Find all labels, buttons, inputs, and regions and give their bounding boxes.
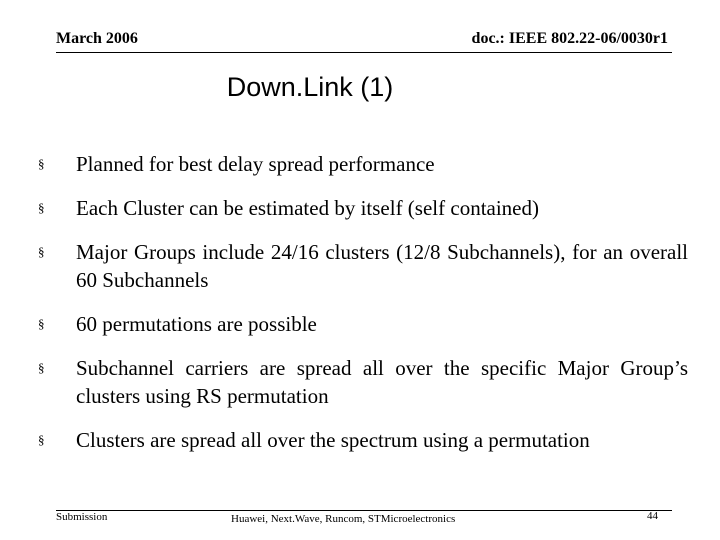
bullet-icon: § xyxy=(38,244,45,259)
header-date: March 2006 xyxy=(56,30,138,47)
bullet-icon: § xyxy=(38,360,45,375)
header-divider xyxy=(56,52,672,53)
bullet-icon: § xyxy=(38,432,45,447)
bullet-item xyxy=(38,310,688,338)
bullet-item xyxy=(38,354,688,410)
bullet-text: 60 permutations are possible xyxy=(76,312,317,336)
bullet-icon: § xyxy=(38,156,45,171)
bullet-text: Each Cluster can be estimated by itself (self contained) xyxy=(76,196,539,220)
bullet-text: Clusters are spread all over the spectrum using a permutation xyxy=(76,428,590,452)
header-doc-id: doc.: IEEE 802.22-06/0030r1 xyxy=(471,30,668,47)
bullet-item xyxy=(38,150,688,178)
bullet-item xyxy=(38,238,688,294)
bullet-text: Major Groups include 24/16 clusters (12/8 Subchannels), for an overall 60 Subchannels xyxy=(76,240,688,292)
bullet-text: Subchannel carriers are spread all over the specific Major Group’s clusters using RS permutation xyxy=(76,356,688,408)
footer-authors: Huawei, Next.Wave, Runcom, STMicroelectronics xyxy=(231,513,456,525)
page-number: 44 xyxy=(647,510,658,522)
bullet-item xyxy=(38,194,688,222)
bullet-icon: § xyxy=(38,200,45,215)
bullet-list xyxy=(38,150,688,454)
bullet-text: Planned for best delay spread performance xyxy=(76,152,435,176)
bullet-icon: § xyxy=(38,316,45,331)
footer-submission: Submission xyxy=(56,511,108,523)
bullet-item xyxy=(38,426,688,454)
slide-title: Down.Link (1) xyxy=(226,72,394,102)
footer-divider xyxy=(56,510,672,511)
